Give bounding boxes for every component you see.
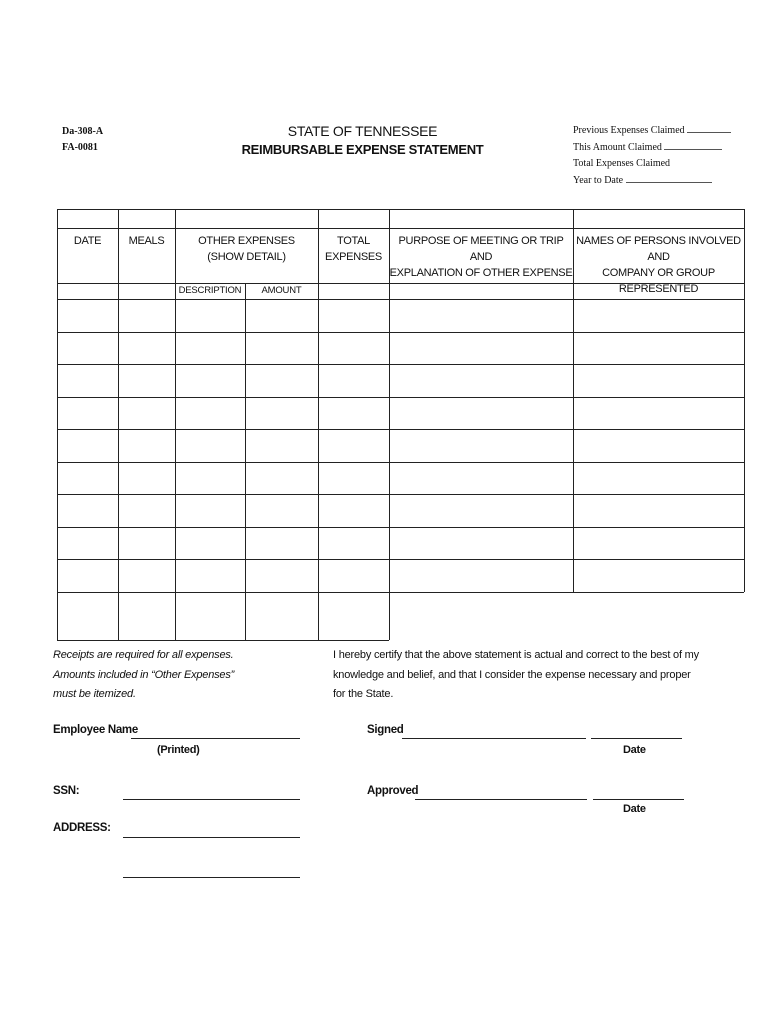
ssn-field[interactable] — [123, 799, 300, 800]
header-purpose: PURPOSE OF MEETING OR TRIP AND EXPLANATION OF OTHER EXPENSE — [389, 235, 573, 279]
table-cell[interactable] — [246, 495, 318, 527]
table-cell[interactable] — [119, 430, 175, 462]
table-cell[interactable] — [246, 300, 318, 332]
table-cell[interactable] — [119, 560, 175, 592]
table-cell[interactable] — [246, 560, 318, 592]
claim-ytd-label: Year to Date — [573, 174, 624, 186]
table-cell[interactable] — [58, 430, 118, 462]
table-cell[interactable] — [119, 593, 175, 640]
form-code-2: FA-0081 — [62, 142, 98, 153]
certification-statement — [333, 646, 713, 705]
table-cell[interactable] — [246, 528, 318, 559]
claim-total-label: Total Expenses Claimed — [573, 158, 671, 169]
table-cell[interactable] — [176, 495, 245, 527]
approved-field[interactable] — [415, 799, 587, 800]
table-cell[interactable] — [319, 398, 389, 429]
table-cell[interactable] — [319, 528, 389, 559]
table-cell[interactable] — [319, 430, 389, 462]
claim-this-amount-label: This Amount Claimed — [573, 141, 662, 153]
address-label: ADDRESS: — [53, 822, 111, 834]
table-cell[interactable] — [58, 300, 118, 332]
signed-date-label: Date — [623, 744, 646, 756]
table-cell[interactable] — [246, 398, 318, 429]
table-cell[interactable] — [246, 593, 318, 640]
table-col-line — [744, 209, 745, 592]
table-cell[interactable] — [574, 528, 744, 559]
table-cell[interactable] — [574, 430, 744, 462]
table-cell[interactable] — [319, 463, 389, 494]
table-cell[interactable] — [58, 398, 118, 429]
table-cell[interactable] — [58, 593, 118, 640]
claim-this-amount — [573, 140, 731, 157]
table-cell[interactable] — [390, 463, 573, 494]
receipts-note-line-2: Amounts included in “Other Expenses” — [53, 668, 235, 681]
certification-line-1: I hereby certify that the above statement is actual and correct to the best of my — [333, 649, 699, 661]
table-cell[interactable] — [176, 300, 245, 332]
table-cell[interactable] — [176, 528, 245, 559]
table-cell[interactable] — [390, 560, 573, 592]
signed-label: Signed — [367, 724, 404, 736]
address-field-line-2[interactable] — [123, 877, 300, 878]
table-cell[interactable] — [119, 463, 175, 494]
receipts-note-line-1: Receipts are required for all expenses. — [53, 649, 234, 661]
table-cell[interactable] — [319, 495, 389, 527]
table-cell[interactable] — [574, 495, 744, 527]
table-cell[interactable] — [246, 365, 318, 397]
receipts-note — [53, 646, 234, 705]
table-cell[interactable] — [176, 333, 245, 364]
claims-summary — [573, 123, 731, 189]
table-cell[interactable] — [58, 333, 118, 364]
header-names: NAMES OF PERSONS INVOLVED AND COMPANY OR GROUP REPRESENTED — [576, 235, 741, 295]
table-cell[interactable] — [390, 430, 573, 462]
table-cell[interactable] — [574, 398, 744, 429]
table-cell[interactable] — [390, 528, 573, 559]
title-state: STATE OF TENNESSEE — [287, 123, 438, 139]
table-cell[interactable] — [574, 300, 744, 332]
printed-label: (Printed) — [157, 744, 200, 756]
table-cell[interactable] — [58, 560, 118, 592]
form-code-1: Da-308-A — [62, 126, 104, 137]
title-statement: REIMBURSABLE EXPENSE STATEMENT — [241, 142, 484, 157]
table-border-bottom — [57, 640, 389, 641]
ssn-label: SSN: — [53, 785, 80, 797]
employee-name-field[interactable] — [131, 738, 300, 739]
table-cell[interactable] — [246, 463, 318, 494]
table-cell[interactable] — [176, 463, 245, 494]
table-cell[interactable] — [319, 333, 389, 364]
table-cell[interactable] — [119, 300, 175, 332]
table-cell[interactable] — [119, 398, 175, 429]
header-other-expenses: OTHER EXPENSES (SHOW DETAIL) — [198, 235, 295, 263]
approved-date-field[interactable] — [593, 799, 684, 800]
table-cell[interactable] — [58, 495, 118, 527]
header-meals: MEALS — [128, 235, 165, 247]
table-cell[interactable] — [390, 300, 573, 332]
claim-previous-label: Previous Expenses Claimed — [573, 125, 685, 136]
signature-field[interactable] — [402, 738, 586, 739]
table-cell[interactable] — [390, 333, 573, 364]
table-cell[interactable] — [319, 560, 389, 592]
claim-ytd-field[interactable] — [626, 173, 712, 183]
table-cell[interactable] — [319, 300, 389, 332]
address-field-line-1[interactable] — [123, 837, 300, 838]
table-cell[interactable] — [319, 593, 389, 640]
claim-ytd — [573, 173, 731, 190]
table-cell[interactable] — [176, 365, 245, 397]
table-cell[interactable] — [176, 398, 245, 429]
header-total-expenses: TOTAL EXPENSES — [325, 235, 382, 263]
table-cell[interactable] — [574, 560, 744, 592]
subheader-description: DESCRIPTION — [178, 285, 242, 296]
signed-date-field[interactable] — [591, 738, 682, 739]
table-cell[interactable] — [390, 365, 573, 397]
table-cell[interactable] — [390, 495, 573, 527]
table-cell[interactable] — [58, 528, 118, 559]
form-title — [240, 123, 485, 157]
approved-date-label: Date — [623, 803, 646, 815]
table-cell[interactable] — [574, 333, 744, 364]
claim-total — [573, 156, 731, 173]
certification-line-3: for the State. — [333, 688, 394, 700]
table-cell[interactable] — [246, 430, 318, 462]
table-cell[interactable] — [574, 365, 744, 397]
subheader-amount: AMOUNT — [261, 285, 302, 296]
table-header-divider — [57, 228, 744, 229]
table-cell[interactable] — [58, 463, 118, 494]
claim-previous — [573, 123, 731, 140]
table-cell[interactable] — [176, 430, 245, 462]
table-cell[interactable] — [119, 528, 175, 559]
table-cell[interactable] — [119, 333, 175, 364]
table-cell[interactable] — [176, 593, 245, 640]
table-cell[interactable] — [119, 365, 175, 397]
certification-line-2: knowledge and belief, and that I consider the expense necessary and proper — [333, 668, 691, 681]
table-cell[interactable] — [58, 365, 118, 397]
employee-name-label: Employee Name — [53, 724, 138, 736]
approved-label: Approved — [367, 785, 419, 797]
receipts-note-line-3: must be itemized. — [53, 688, 136, 700]
table-cell[interactable] — [119, 495, 175, 527]
table-cell[interactable] — [574, 463, 744, 494]
claim-this-amount-field[interactable] — [664, 140, 722, 150]
table-cell[interactable] — [246, 333, 318, 364]
table-cell[interactable] — [319, 365, 389, 397]
table-border-top — [57, 209, 744, 210]
table-cell[interactable] — [390, 398, 573, 429]
table-cell[interactable] — [176, 560, 245, 592]
header-date: DATE — [73, 235, 102, 247]
form-codes — [62, 124, 103, 156]
claim-previous-field[interactable] — [687, 123, 731, 133]
